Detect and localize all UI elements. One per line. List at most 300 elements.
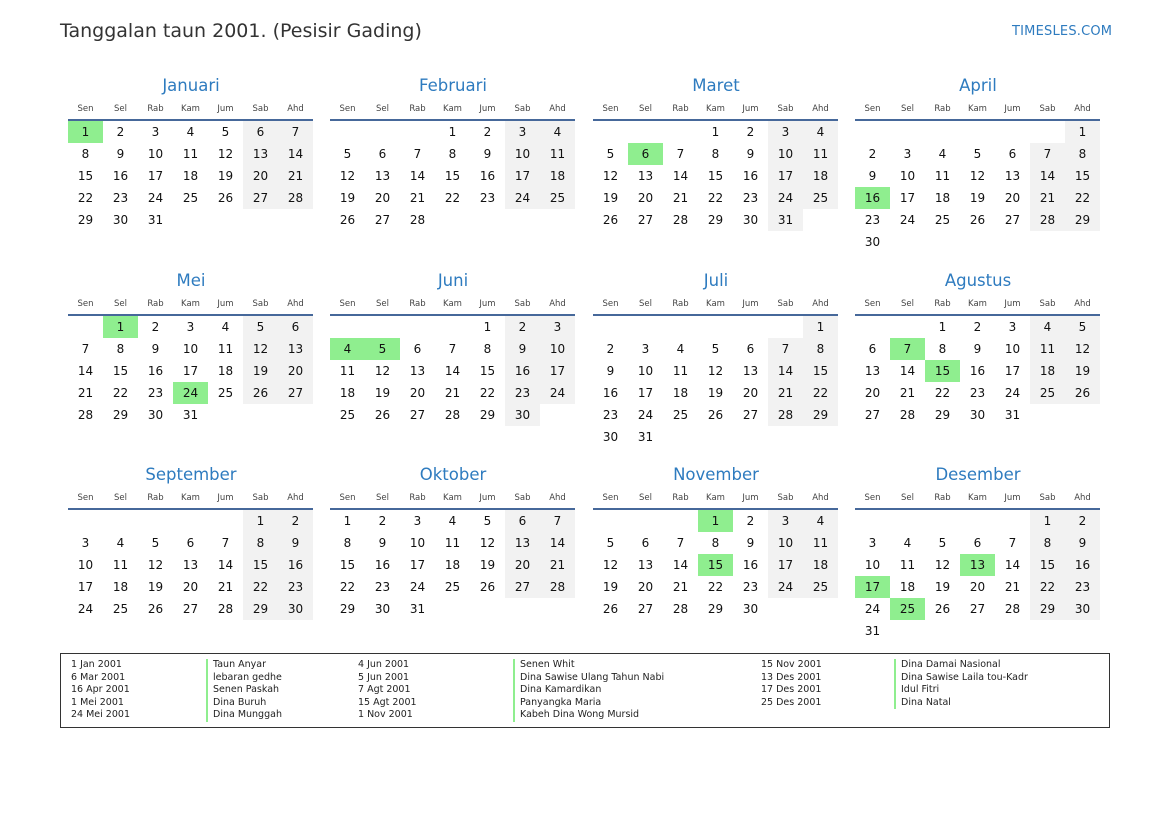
day-cell: 6 xyxy=(746,342,755,356)
day-cell: 2 xyxy=(746,514,755,528)
weekday-header: Jum xyxy=(208,98,243,120)
day-cell: 23 xyxy=(742,191,759,205)
day-cell: 4 xyxy=(803,509,838,532)
day-cell: 7 xyxy=(676,147,685,161)
day-cell: 19 xyxy=(217,169,234,183)
day-cell: 18 xyxy=(1030,360,1065,382)
day-cell: 19 xyxy=(934,580,951,594)
day-cell: 3 xyxy=(1008,320,1017,334)
day-cell: 7 xyxy=(540,509,575,532)
day-cell: 7 xyxy=(221,536,230,550)
day-cell: 29 xyxy=(1065,209,1100,231)
day-cell: 3 xyxy=(903,147,912,161)
day-cell: 11 xyxy=(803,532,838,554)
day-cell: 13 xyxy=(637,558,654,572)
empty-cell xyxy=(1030,404,1065,426)
weekday-header: Sel xyxy=(890,293,925,315)
weekday-header: Jum xyxy=(733,98,768,120)
holiday-name: Dina Munggah xyxy=(206,709,282,722)
empty-cell xyxy=(1030,620,1065,642)
day-cell: 11 xyxy=(899,558,916,572)
empty-cell xyxy=(540,598,575,620)
day-cell: 2 xyxy=(606,342,615,356)
empty-cell xyxy=(995,231,1030,253)
weekday-header: Ahd xyxy=(540,487,575,509)
day-cell: 23 xyxy=(479,191,496,205)
day-cell: 11 xyxy=(112,558,129,572)
day-cell: 2 xyxy=(278,509,313,532)
day-cell: 1 xyxy=(711,125,720,139)
month-table xyxy=(855,293,1100,426)
day-cell: 14 xyxy=(444,364,461,378)
weekday-header: Sab xyxy=(1030,487,1065,509)
day-cell: 19 xyxy=(479,558,496,572)
day-cell: 15 xyxy=(803,360,838,382)
day-cell: 25 xyxy=(672,408,689,422)
month-table xyxy=(68,98,313,231)
empty-cell xyxy=(68,509,103,532)
weekday-header: Sen xyxy=(68,293,103,315)
day-cell: 15 xyxy=(444,169,461,183)
day-cell: 24 xyxy=(540,382,575,404)
day-cell: 10 xyxy=(864,558,881,572)
day-cell: 26 xyxy=(217,191,234,205)
day-cell: 5 xyxy=(151,536,160,550)
day-cell: 8 xyxy=(343,536,352,550)
empty-cell xyxy=(803,209,838,231)
month-table xyxy=(330,487,575,620)
empty-cell xyxy=(890,120,925,143)
day-cell: 5 xyxy=(343,147,352,161)
day-cell: 18 xyxy=(803,165,838,187)
holiday-name: Idul Fitri xyxy=(894,684,1028,697)
weekday-header: Sel xyxy=(103,98,138,120)
day-cell: 15 xyxy=(77,169,94,183)
day-cell: 23 xyxy=(278,576,313,598)
day-cell: 21 xyxy=(672,191,689,205)
weekday-header: Sen xyxy=(330,98,365,120)
day-cell: 26 xyxy=(479,580,496,594)
weekday-header: Jum xyxy=(470,293,505,315)
day-cell: 29 xyxy=(934,408,951,422)
empty-cell xyxy=(855,315,890,338)
weekday-header: Sab xyxy=(768,98,803,120)
day-cell: 20 xyxy=(637,580,654,594)
day-cell: 19 xyxy=(339,191,356,205)
day-cell: 25 xyxy=(182,191,199,205)
day-cell: 13 xyxy=(742,364,759,378)
day-cell: 7 xyxy=(1008,536,1017,550)
month-table xyxy=(68,487,313,620)
empty-cell xyxy=(1065,404,1100,426)
day-cell: 12 xyxy=(969,169,986,183)
day-cell: 6 xyxy=(641,536,650,550)
day-cell: 12 xyxy=(602,169,619,183)
day-cell: 25 xyxy=(339,408,356,422)
empty-cell xyxy=(278,209,313,231)
holiday-dates-col-1 xyxy=(71,659,130,722)
month-juni xyxy=(330,271,576,426)
day-cell: 8 xyxy=(243,532,278,554)
day-cell: 12 xyxy=(602,558,619,572)
day-cell: 24 xyxy=(637,408,654,422)
day-cell: 1 xyxy=(803,315,838,338)
weekday-header: Rab xyxy=(663,487,698,509)
weekday-header: Ahd xyxy=(1065,98,1100,120)
month-name: Mei xyxy=(176,271,206,290)
day-cell: 22 xyxy=(1065,187,1100,209)
day-cell: 8 xyxy=(1065,143,1100,165)
holiday-date: 25 Des 2001 xyxy=(761,696,822,708)
month-oktober xyxy=(330,465,576,620)
day-cell: 16 xyxy=(112,169,129,183)
day-cell: 2 xyxy=(151,320,160,334)
day-cell: 21 xyxy=(278,165,313,187)
day-cell: 22 xyxy=(77,191,94,205)
day-cell: 19 xyxy=(602,580,619,594)
day-cell: 18 xyxy=(934,191,951,205)
day-cell: 21 xyxy=(899,386,916,400)
month-juli xyxy=(593,271,839,448)
month-agustus xyxy=(855,271,1101,426)
day-cell: 4 xyxy=(803,120,838,143)
empty-cell xyxy=(103,509,138,532)
day-cell: 28 xyxy=(1004,602,1021,616)
weekday-header: Kam xyxy=(173,98,208,120)
day-cell: 20 xyxy=(969,580,986,594)
day-cell: 11 xyxy=(672,364,689,378)
day-cell: 18 xyxy=(112,580,129,594)
day-cell: 15 xyxy=(1030,554,1065,576)
day-cell: 22 xyxy=(479,386,496,400)
weekday-header: Jum xyxy=(995,293,1030,315)
day-cell: 29 xyxy=(479,408,496,422)
day-cell: 25 xyxy=(934,213,951,227)
day-cell: 2 xyxy=(505,315,540,338)
day-cell: 6 xyxy=(186,536,195,550)
weekday-header: Rab xyxy=(925,293,960,315)
month-table xyxy=(855,487,1100,642)
weekday-header: Sen xyxy=(593,293,628,315)
day-cell: 23 xyxy=(112,191,129,205)
day-cell: 3 xyxy=(186,320,195,334)
day-cell: 22 xyxy=(243,576,278,598)
day-cell: 3 xyxy=(81,536,90,550)
empty-cell xyxy=(698,426,733,448)
holiday-dates-col-2 xyxy=(358,659,417,722)
empty-cell xyxy=(330,315,365,338)
weekday-header: Jum xyxy=(733,487,768,509)
weekday-header: Jum xyxy=(208,487,243,509)
weekday-header: Sab xyxy=(505,98,540,120)
holiday-legend xyxy=(60,653,1110,728)
day-cell: 1 xyxy=(343,514,352,528)
day-cell: 24 xyxy=(409,580,426,594)
day-cell: 17 xyxy=(540,360,575,382)
day-cell: 12 xyxy=(934,558,951,572)
empty-cell xyxy=(505,598,540,620)
holiday-date: 1 Nov 2001 xyxy=(358,709,413,721)
day-cell: 14 xyxy=(899,364,916,378)
day-cell: 8 xyxy=(1030,532,1065,554)
empty-cell xyxy=(925,231,960,253)
day-cell: 7 xyxy=(676,536,685,550)
weekday-header: Ahd xyxy=(803,293,838,315)
weekday-header: Kam xyxy=(173,293,208,315)
day-cell: 12 xyxy=(1065,338,1100,360)
day-cell: 28 xyxy=(1030,209,1065,231)
day-cell: 1 xyxy=(938,320,947,334)
day-cell: 17 xyxy=(409,558,426,572)
day-cell: 8 xyxy=(448,147,457,161)
day-cell: 20 xyxy=(637,191,654,205)
day-cell: 18 xyxy=(899,580,916,594)
weekday-header: Kam xyxy=(698,293,733,315)
day-cell: 14 xyxy=(1004,558,1021,572)
day-cell: 7 xyxy=(1030,143,1065,165)
holiday-date: 13 Des 2001 xyxy=(761,671,822,683)
weekday-header: Kam xyxy=(435,98,470,120)
day-cell: 19 xyxy=(374,386,391,400)
weekday-header: Sel xyxy=(365,293,400,315)
weekday-header: Sen xyxy=(855,98,890,120)
weekday-header: Ahd xyxy=(540,293,575,315)
month-table xyxy=(593,487,838,620)
day-cell: 2 xyxy=(378,514,387,528)
day-cell: 24 xyxy=(173,382,208,404)
day-cell: 15 xyxy=(698,554,733,576)
day-cell: 8 xyxy=(711,536,720,550)
day-cell: 25 xyxy=(540,187,575,209)
day-cell: 10 xyxy=(147,147,164,161)
day-cell: 7 xyxy=(278,120,313,143)
day-cell: 24 xyxy=(864,602,881,616)
day-cell: 23 xyxy=(864,213,881,227)
day-cell: 10 xyxy=(637,364,654,378)
weekday-header: Sel xyxy=(628,293,663,315)
weekday-header: Ahd xyxy=(1065,293,1100,315)
month-name: September xyxy=(145,465,237,484)
weekday-header: Kam xyxy=(173,487,208,509)
empty-cell xyxy=(470,209,505,231)
weekday-header: Jum xyxy=(995,98,1030,120)
day-cell: 6 xyxy=(278,315,313,338)
day-cell: 17 xyxy=(147,169,164,183)
day-cell: 22 xyxy=(1030,576,1065,598)
day-cell: 1 xyxy=(243,509,278,532)
day-cell: 6 xyxy=(628,143,663,165)
day-cell: 29 xyxy=(1030,598,1065,620)
month-september xyxy=(68,465,314,620)
day-cell: 13 xyxy=(864,364,881,378)
day-cell: 3 xyxy=(413,514,422,528)
day-cell: 28 xyxy=(672,213,689,227)
day-cell: 23 xyxy=(505,382,540,404)
month-table xyxy=(855,98,1100,253)
day-cell: 9 xyxy=(483,147,492,161)
day-cell: 29 xyxy=(339,602,356,616)
day-cell: 20 xyxy=(742,386,759,400)
day-cell: 24 xyxy=(77,602,94,616)
day-cell: 28 xyxy=(899,408,916,422)
day-cell: 30 xyxy=(969,408,986,422)
empty-cell xyxy=(593,509,628,532)
holiday-date: 24 Mei 2001 xyxy=(71,709,130,721)
empty-cell xyxy=(330,120,365,143)
holiday-name: Senen Whit xyxy=(513,659,664,672)
day-cell: 11 xyxy=(803,143,838,165)
day-cell: 17 xyxy=(637,386,654,400)
day-cell: 8 xyxy=(81,147,90,161)
day-cell: 24 xyxy=(505,187,540,209)
day-cell: 2 xyxy=(746,125,755,139)
empty-cell xyxy=(855,120,890,143)
day-cell: 11 xyxy=(540,143,575,165)
month-name: November xyxy=(673,465,759,484)
day-cell: 4 xyxy=(330,338,365,360)
day-cell: 27 xyxy=(505,576,540,598)
weekday-header: Sel xyxy=(365,98,400,120)
day-cell: 10 xyxy=(182,342,199,356)
day-cell: 17 xyxy=(505,165,540,187)
weekday-header: Rab xyxy=(138,293,173,315)
day-cell: 10 xyxy=(899,169,916,183)
day-cell: 30 xyxy=(278,598,313,620)
day-cell: 21 xyxy=(77,386,94,400)
holiday-dates-col-3 xyxy=(761,659,822,709)
day-cell: 23 xyxy=(1065,576,1100,598)
holiday-name: Panyangka Maria xyxy=(513,697,664,710)
empty-cell xyxy=(243,404,278,426)
day-cell: 17 xyxy=(1004,364,1021,378)
month-table xyxy=(330,293,575,426)
day-cell: 25 xyxy=(112,602,129,616)
empty-cell xyxy=(663,426,698,448)
day-cell: 26 xyxy=(243,382,278,404)
day-cell: 17 xyxy=(182,364,199,378)
day-cell: 18 xyxy=(339,386,356,400)
day-cell: 15 xyxy=(479,364,496,378)
day-cell: 3 xyxy=(641,342,650,356)
day-cell: 28 xyxy=(77,408,94,422)
weekday-header: Sab xyxy=(243,293,278,315)
day-cell: 7 xyxy=(413,147,422,161)
day-cell: 9 xyxy=(116,147,125,161)
day-cell: 9 xyxy=(151,342,160,356)
day-cell: 27 xyxy=(742,408,759,422)
day-cell: 31 xyxy=(637,430,654,444)
day-cell: 2 xyxy=(868,147,877,161)
weekday-header: Rab xyxy=(663,293,698,315)
day-cell: 14 xyxy=(768,360,803,382)
empty-cell xyxy=(400,315,435,338)
day-cell: 13 xyxy=(1004,169,1021,183)
day-cell: 16 xyxy=(479,169,496,183)
day-cell: 4 xyxy=(221,320,230,334)
day-cell: 5 xyxy=(938,536,947,550)
empty-cell xyxy=(768,426,803,448)
day-cell: 17 xyxy=(899,191,916,205)
day-cell: 28 xyxy=(672,602,689,616)
holiday-date: 1 Jan 2001 xyxy=(71,659,122,670)
holiday-name: Dina Sawise Ulang Tahun Nabi xyxy=(513,672,664,685)
day-cell: 6 xyxy=(973,536,982,550)
day-cell: 8 xyxy=(803,338,838,360)
day-cell: 4 xyxy=(676,342,685,356)
month-name: Maret xyxy=(692,76,740,95)
day-cell: 30 xyxy=(742,602,759,616)
day-cell: 1 xyxy=(103,315,138,338)
empty-cell xyxy=(628,120,663,143)
empty-cell xyxy=(243,209,278,231)
day-cell: 10 xyxy=(505,143,540,165)
weekday-header: Ahd xyxy=(278,98,313,120)
day-cell: 20 xyxy=(1004,191,1021,205)
day-cell: 21 xyxy=(217,580,234,594)
empty-cell xyxy=(1065,231,1100,253)
day-cell: 28 xyxy=(278,187,313,209)
day-cell: 18 xyxy=(540,165,575,187)
day-cell: 5 xyxy=(973,147,982,161)
holiday-date: 16 Apr 2001 xyxy=(71,684,130,696)
empty-cell xyxy=(138,509,173,532)
empty-cell xyxy=(173,509,208,532)
day-cell: 19 xyxy=(969,191,986,205)
day-cell: 2 xyxy=(483,125,492,139)
brand-link[interactable]: TIMESLES.COM xyxy=(1012,24,1113,39)
day-cell: 19 xyxy=(1065,360,1100,382)
weekday-header: Jum xyxy=(995,487,1030,509)
day-cell: 26 xyxy=(339,213,356,227)
day-cell: 7 xyxy=(890,338,925,360)
day-cell: 10 xyxy=(540,338,575,360)
day-cell: 26 xyxy=(602,602,619,616)
day-cell: 29 xyxy=(707,213,724,227)
day-cell: 31 xyxy=(147,213,164,227)
day-cell: 30 xyxy=(864,235,881,249)
day-cell: 3 xyxy=(868,536,877,550)
weekday-header: Sen xyxy=(855,293,890,315)
weekday-header: Sab xyxy=(505,293,540,315)
day-cell: 16 xyxy=(602,386,619,400)
day-cell: 1 xyxy=(68,120,103,143)
empty-cell xyxy=(960,231,995,253)
empty-cell xyxy=(208,404,243,426)
day-cell: 12 xyxy=(217,147,234,161)
day-cell: 31 xyxy=(409,602,426,616)
day-cell: 6 xyxy=(1008,147,1017,161)
day-cell: 26 xyxy=(602,213,619,227)
weekday-header: Sel xyxy=(628,98,663,120)
empty-cell xyxy=(1030,231,1065,253)
day-cell: 8 xyxy=(711,147,720,161)
empty-cell xyxy=(890,315,925,338)
empty-cell xyxy=(890,231,925,253)
holiday-date: 7 Agt 2001 xyxy=(358,684,411,696)
day-cell: 15 xyxy=(243,554,278,576)
weekday-header: Rab xyxy=(400,487,435,509)
month-table xyxy=(593,98,838,231)
empty-cell xyxy=(1065,620,1100,642)
day-cell: 30 xyxy=(505,404,540,426)
weekday-header: Sel xyxy=(103,293,138,315)
day-cell: 7 xyxy=(768,338,803,360)
month-table xyxy=(68,293,313,426)
day-cell: 3 xyxy=(505,120,540,143)
month-mei xyxy=(68,271,314,426)
day-cell: 1 xyxy=(448,125,457,139)
empty-cell xyxy=(803,426,838,448)
